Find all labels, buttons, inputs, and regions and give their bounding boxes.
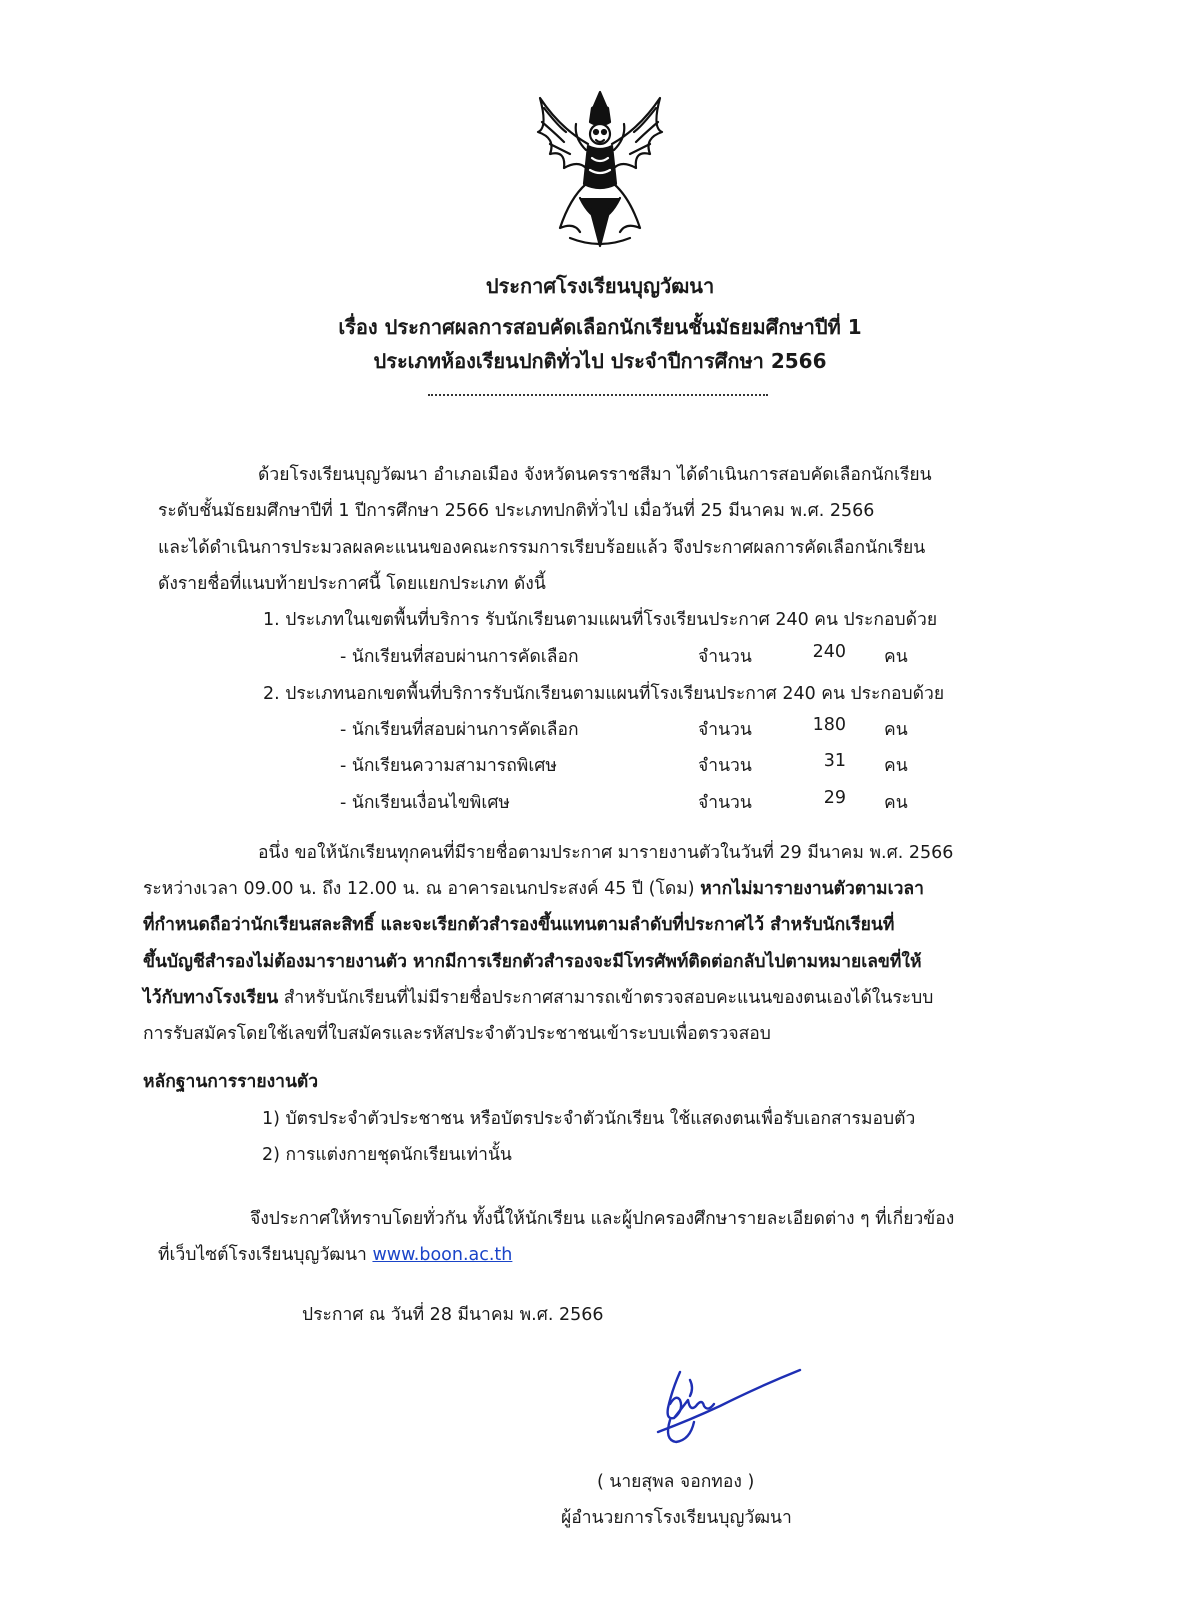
- notice-line-2-bold: หากไม่มารายงานตัวตามเวลา: [700, 879, 924, 899]
- announcement-subject: เรื่อง ประกาศผลการสอบคัดเลือกนักเรียนชั้นมัธยมศึกษาปีที่ 1: [338, 315, 862, 339]
- category-row-unit: คน: [884, 720, 908, 740]
- signatory-name: ( นายสุพล จอกทอง ): [597, 1472, 755, 1492]
- signatory-position: ผู้อำนวยการโรงเรียนบุญวัฒนา: [561, 1508, 792, 1528]
- announcement-subtitle: ประเภทห้องเรียนปกติทั่วไป ประจำปีการศึกษา 2566: [373, 349, 827, 373]
- website-link[interactable]: www.boon.ac.th: [372, 1245, 513, 1265]
- category-2-title: 2. ประเภทนอกเขตพื้นที่บริการรับนักเรียนตามแผนที่โรงเรียนประกาศ 240 คน ประกอบด้วย: [263, 684, 945, 704]
- notice-line-4: ขึ้นบัญชีสำรองไม่ต้องมารายงานตัว หากมีการเรียกตัวสำรองจะมีโทรศัพท์ติดต่อกลับไปตามหมายเลขที่ให้: [143, 952, 922, 972]
- notice-line-2: [143, 874, 924, 902]
- notice-line-1: อนึ่ง ขอให้นักเรียนทุกคนที่มีรายชื่อตามประกาศ มารายงานตัวในวันที่ 29 มีนาคม พ.ศ. 2566: [258, 843, 954, 863]
- category-row-label: - นักเรียนความสามารถพิเศษ: [340, 756, 557, 776]
- category-row-count-label: จำนวน: [698, 647, 752, 667]
- category-row-count-label: จำนวน: [698, 756, 752, 776]
- notice-line-2-text: ระหว่างเวลา 09.00 น. ถึง 12.00 น. ณ อาคารอเนกประสงค์ 45 ปี (โดม): [143, 879, 701, 899]
- separator-dots: [428, 394, 768, 396]
- category-row-unit: คน: [884, 756, 908, 776]
- category-row-label: - นักเรียนที่สอบผ่านการคัดเลือก: [340, 647, 579, 667]
- category-row-unit: คน: [884, 647, 908, 667]
- list-item: 2) การแต่งกายชุดนักเรียนเท่านั้น: [262, 1145, 512, 1165]
- closing-line-2-text: ที่เว็บไซต์โรงเรียนบุญวัฒนา: [158, 1245, 373, 1265]
- notice-line-5-bold: ไว้กับทางโรงเรียน: [143, 988, 279, 1008]
- closing-line-2: [158, 1240, 512, 1268]
- closing-line-1: จึงประกาศให้ทราบโดยทั่วกัน ทั้งนี้ให้นักเรียน และผู้ปกครองศึกษารายละเอียดต่าง ๆ ที่เกี่ยวข้อง: [250, 1209, 955, 1229]
- notice-line-6: การรับสมัครโดยใช้เลขที่ใบสมัครและรหัสประจำตัวประชาชนเข้าระบบเพื่อตรวจสอบ: [143, 1024, 771, 1044]
- category-row-count: 180: [812, 715, 846, 735]
- announcement-title: ประกาศโรงเรียนบุญวัฒนา: [485, 274, 715, 298]
- intro-line-2: ระดับชั้นมัธยมศึกษาปีที่ 1 ปีการศึกษา 2566 ประเภทปกติทั่วไป เมื่อวันที่ 25 มีนาคม พ.ศ. 2566: [158, 501, 875, 521]
- intro-line-1: ด้วยโรงเรียนบุญวัฒนา อำเภอเมือง จังหวัดนครราชสีมา ได้ดำเนินการสอบคัดเลือกนักเรียน: [258, 465, 932, 485]
- category-row-label: - นักเรียนเงื่อนไขพิเศษ: [340, 793, 510, 813]
- notice-line-5: [143, 983, 933, 1011]
- signature-icon: [650, 1360, 810, 1450]
- garuda-emblem-icon: [530, 88, 670, 253]
- evidence-heading: หลักฐานการรายงานตัว: [143, 1072, 319, 1092]
- notice-line-5-text: สำหรับนักเรียนที่ไม่มีรายชื่อประกาศสามารถเข้าตรวจสอบคะแนนของตนเองได้ในระบบ: [278, 988, 934, 1008]
- announcement-date: ประกาศ ณ วันที่ 28 มีนาคม พ.ศ. 2566: [302, 1305, 604, 1325]
- notice-line-3: ที่กำหนดถือว่านักเรียนสละสิทธิ์ และจะเรียกตัวสำรองขึ้นแทนตามลำดับที่ประกาศไว้ สำหรับนักเรียนที่: [143, 915, 895, 935]
- intro-line-3: และได้ดำเนินการประมวลผลคะแนนของคณะกรรมการเรียบร้อยแล้ว จึงประกาศผลการคัดเลือกนักเรียน: [158, 538, 926, 558]
- category-row-count-label: จำนวน: [698, 793, 752, 813]
- category-row-unit: คน: [884, 793, 908, 813]
- category-row-count-label: จำนวน: [698, 720, 752, 740]
- category-row-count: 31: [823, 751, 846, 771]
- list-item: 1) บัตรประจำตัวประชาชน หรือบัตรประจำตัวนักเรียน ใช้แสดงตนเพื่อรับเอกสารมอบตัว: [262, 1109, 916, 1129]
- intro-line-4: ดังรายชื่อที่แนบท้ายประกาศนี้ โดยแยกประเภท ดังนี้: [158, 574, 546, 594]
- category-1-title: 1. ประเภทในเขตพื้นที่บริการ รับนักเรียนตามแผนที่โรงเรียนประกาศ 240 คน ประกอบด้วย: [263, 610, 938, 630]
- category-row-count: 240: [812, 642, 846, 662]
- category-row-count: 29: [823, 788, 846, 808]
- category-row-label: - นักเรียนที่สอบผ่านการคัดเลือก: [340, 720, 579, 740]
